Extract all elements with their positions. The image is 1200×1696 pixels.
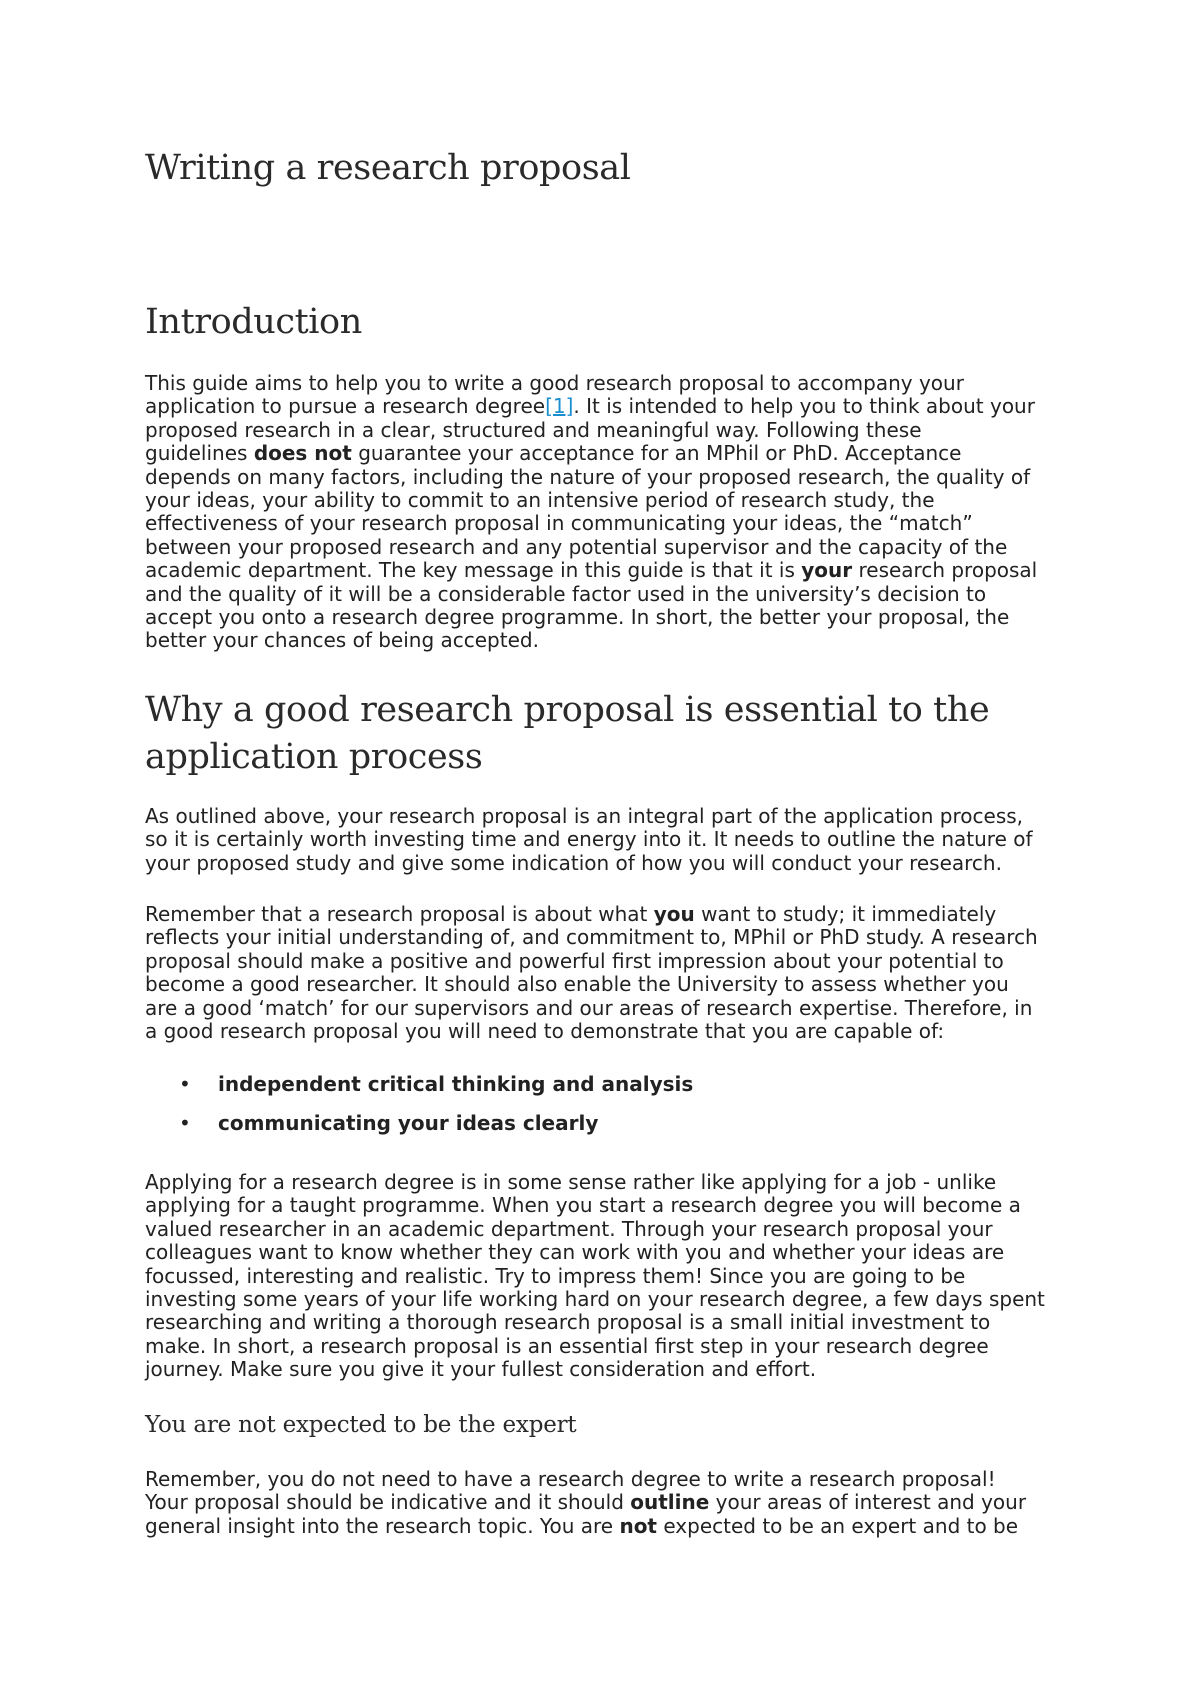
why-paragraph-1 (145, 805, 1033, 875)
text-line: academic department. The key message in this guide is that it is your research proposal (145, 558, 1038, 583)
text-line: your proposed study and give some indication of how you will conduct your research. (145, 850, 1002, 875)
text-line: so it is certainly worth investing time and energy into it. It needs to outline the nature of (145, 827, 1033, 852)
bullet-text: communicating your ideas clearly (218, 1111, 599, 1135)
text-line: colleagues want to know whether they can work with you and whether your ideas are (145, 1240, 1005, 1265)
text-line: researching and writing a thorough research proposal is a small initial investment to (145, 1310, 991, 1335)
text-line: application to pursue a research degree[1]. It is intended to help you to think about your (145, 394, 1035, 419)
text-line: Applying for a research degree is in some sense rather like applying for a job - unlike (145, 1170, 997, 1194)
text-line: reflects your initial understanding of, and commitment to, MPhil or PhD study. A research (145, 925, 1038, 950)
document-title: Writing a research proposal (145, 148, 631, 188)
text-line: journey. Make sure you give it your fullest consideration and effort. (145, 1357, 817, 1382)
why-heading: Why a good research proposal is essential to the application process (145, 690, 990, 777)
text-line: applying for a taught programme. When you start a research degree you will become a (145, 1193, 1021, 1218)
bullet-text: independent critical thinking and analysis (218, 1072, 694, 1096)
emphasis-text: your (801, 558, 853, 583)
emphasis-text: outline (630, 1490, 710, 1515)
text-line: investing some years of your life working hard on your research degree, a few days spent (145, 1287, 1045, 1312)
text-line: better your chances of being accepted. (145, 628, 539, 653)
text-line: Remember that a research proposal is about what you want to study; it immediately (145, 902, 997, 926)
expert-heading: You are not expected to be the expert (145, 1412, 577, 1438)
text-line: a good research proposal you will need to demonstrate that you are capable of: (145, 1019, 945, 1044)
introduction-paragraph (145, 372, 1037, 653)
text-line: general insight into the research topic. You are not expected to be an expert and to be (145, 1513, 1019, 1538)
introduction-heading: Introduction (145, 302, 362, 342)
text-line: valued researcher in an academic department. Through your research proposal your (145, 1216, 993, 1241)
text-line: Remember, you do not need to have a research degree to write a research proposal! (145, 1467, 996, 1491)
footnote-link[interactable]: [1] (545, 394, 574, 419)
text-line: your ideas, your ability to commit to an intensive period of research study, the (145, 488, 935, 513)
emphasis-text: does not (253, 441, 352, 466)
text-line: between your proposed research and any potential supervisor and the capacity of the (145, 534, 1008, 559)
text-line: and the quality of it will be a considerable factor used in the university’s decision to (145, 581, 987, 606)
text-line: As outlined above, your research proposal is an integral part of the application process, (145, 804, 1024, 828)
text-line: become a good researcher. It should also enable the University to assess whether you (145, 972, 1009, 997)
emphasis-text: not (619, 1513, 657, 1538)
bullet-icon: • (179, 1111, 191, 1135)
text-line: accept you onto a research degree programme. In short, the better your proposal, the (145, 605, 1010, 630)
why-paragraph-3 (145, 1171, 1045, 1382)
emphasis-text: you (653, 902, 695, 926)
text-line: This guide aims to help you to write a good research proposal to accompany your (145, 371, 964, 395)
text-line: focussed, interesting and realistic. Try to impress them! Since you are going to be (145, 1263, 966, 1288)
text-line: proposal should make a positive and powerful first impression about your potential to (145, 948, 1004, 973)
text-line: proposed research in a clear, structured and meaningful way. Following these (145, 417, 922, 442)
bullet-icon: • (179, 1072, 191, 1096)
text-line: guidelines does not guarantee your acceptance for an MPhil or PhD. Acceptance (145, 441, 962, 466)
text-line: Your proposal should be indicative and it should outline your areas of interest and your (145, 1490, 1027, 1515)
text-line: depends on many factors, including the nature of your proposed research, the quality of (145, 464, 1031, 489)
text-line: make. In short, a research proposal is an essential first step in your research degree (145, 1333, 989, 1358)
expert-paragraph (145, 1468, 1026, 1538)
text-line: are a good ‘match’ for our supervisors and our areas of research expertise. Therefore, in (145, 995, 1033, 1020)
why-paragraph-2 (145, 903, 1038, 1043)
text-line: effectiveness of your research proposal in communicating your ideas, the “match” (145, 511, 973, 536)
